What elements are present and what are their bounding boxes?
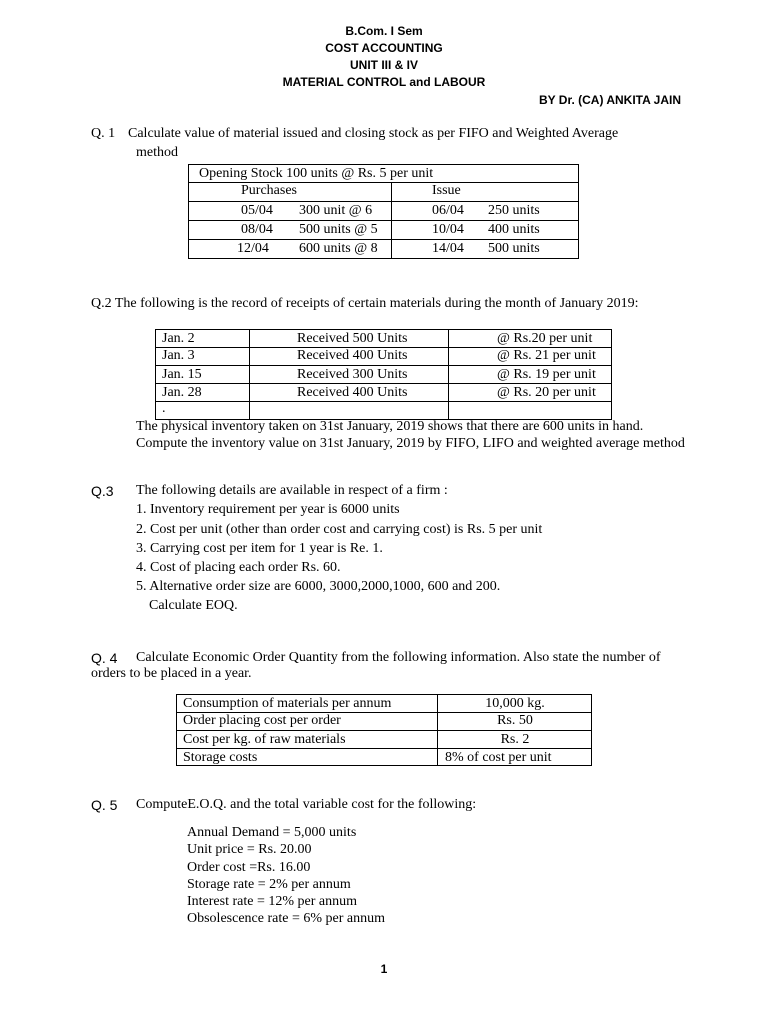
q5-number: Q. 5 xyxy=(91,797,118,813)
q1-row-p-qty: 600 units @ 8 xyxy=(299,241,378,256)
q1-row-i-qty: 500 units xyxy=(488,241,540,256)
q1-row-i-date: 14/04 xyxy=(432,241,464,256)
q2-row-rate: @ Rs.20 per unit xyxy=(497,331,593,346)
q4-row-value: 8% of cost per unit xyxy=(445,750,552,765)
q1-row-i-qty: 400 units xyxy=(488,222,540,237)
q1-text-line1: Calculate value of material issued and closing stock as per FIFO and Weighted Average xyxy=(128,126,619,141)
q4-table xyxy=(176,694,592,766)
q1-row-p-date: 12/04 xyxy=(237,241,269,256)
q2-row-received: Received 400 Units xyxy=(297,385,408,400)
q1-row-p-qty: 500 units @ 5 xyxy=(299,222,378,237)
q1-row-p-date: 08/04 xyxy=(241,222,273,237)
q2-row-received: Received 500 Units xyxy=(297,331,408,346)
q1-table-col-divider xyxy=(391,182,392,258)
q2-row-rate: @ Rs. 20 per unit xyxy=(497,385,596,400)
q4-text-line2: orders to be placed in a year. xyxy=(91,666,252,681)
q5-item: Unit price = Rs. 20.00 xyxy=(187,842,312,857)
q4-row-label: Order placing cost per order xyxy=(183,713,341,728)
page-number: 1 xyxy=(380,962,388,976)
q2-row-date: Jan. 28 xyxy=(162,385,202,400)
q5-text: ComputeE.O.Q. and the total variable cost for the following: xyxy=(136,797,477,812)
q1-number: Q. 1 xyxy=(91,126,116,141)
q5-item: Interest rate = 12% per annum xyxy=(187,894,357,909)
q2-table-col-divider xyxy=(249,330,250,419)
course-title: B.Com. I Sem xyxy=(345,24,423,38)
q1-purchases-header: Purchases xyxy=(241,183,297,198)
q1-issue-header: Issue xyxy=(432,183,461,198)
author-line: BY Dr. (CA) ANKITA JAIN xyxy=(539,93,682,107)
q3-item: 3. Carrying cost per item for 1 year is Re. 1. xyxy=(136,541,383,556)
q1-row-p-qty: 300 unit @ 6 xyxy=(299,203,373,218)
q2-table-col-divider xyxy=(448,330,449,419)
q2-row-received: Received 400 Units xyxy=(297,348,408,363)
q4-text-line1: Calculate Economic Order Quantity from the following information. Also state the number of xyxy=(136,650,661,665)
q2-row-received: Received 300 Units xyxy=(297,367,408,382)
q1-row-i-qty: 250 units xyxy=(488,203,540,218)
q2-intro: Q.2 The following is the record of receipts of certain materials during the month of January 2019: xyxy=(91,296,639,311)
q1-row-i-date: 06/04 xyxy=(432,203,464,218)
q4-number: Q. 4 xyxy=(91,650,118,666)
q2-row-rate: @ Rs. 19 per unit xyxy=(497,367,596,382)
q3-closing: Calculate EOQ. xyxy=(149,598,238,613)
q3-item: 5. Alternative order size are 6000, 3000,2000,1000, 600 and 200. xyxy=(136,579,501,594)
q5-item: Storage rate = 2% per annum xyxy=(187,877,351,892)
q2-row-date: Jan. 3 xyxy=(162,348,195,363)
q3-item: 4. Cost of placing each order Rs. 60. xyxy=(136,560,341,575)
q2-row-rate: @ Rs. 21 per unit xyxy=(497,348,596,363)
topic-title: MATERIAL CONTROL and LABOUR xyxy=(282,75,486,89)
q4-row-value: Rs. 2 xyxy=(500,732,530,747)
q4-row-label: Cost per kg. of raw materials xyxy=(183,732,346,747)
q4-row-label: Consumption of materials per annum xyxy=(183,696,392,711)
q2-line1: The physical inventory taken on 31st January, 2019 shows that there are 600 units in hand. xyxy=(136,419,644,434)
q5-item: Order cost =Rs. 16.00 xyxy=(187,860,311,875)
q2-row-date: Jan. 15 xyxy=(162,367,202,382)
subject-title: COST ACCOUNTING xyxy=(325,41,443,55)
q1-text-line2: method xyxy=(136,145,178,160)
q2-table xyxy=(155,329,612,420)
q1-row-p-date: 05/04 xyxy=(241,203,273,218)
q4-row-value: 10,000 kg. xyxy=(485,696,545,711)
q5-item: Obsolescence rate = 6% per annum xyxy=(187,911,385,926)
q1-row-i-date: 10/04 xyxy=(432,222,464,237)
q4-row-value: Rs. 50 xyxy=(497,713,533,728)
q1-table xyxy=(188,164,579,259)
q2-row-dot: . xyxy=(162,401,166,416)
q3-intro: The following details are available in respect of a firm : xyxy=(136,483,448,498)
units-title: UNIT III & IV xyxy=(349,58,418,72)
q3-number: Q.3 xyxy=(91,483,114,499)
q3-item: 2. Cost per unit (other than order cost and carrying cost) is Rs. 5 per unit xyxy=(136,522,543,537)
q2-line2: Compute the inventory value on 31st January, 2019 by FIFO, LIFO and weighted average method xyxy=(136,436,685,451)
q1-opening-stock: Opening Stock 100 units @ Rs. 5 per unit xyxy=(199,166,434,181)
q2-row-date: Jan. 2 xyxy=(162,331,195,346)
q5-item: Annual Demand = 5,000 units xyxy=(187,825,357,840)
q4-row-label: Storage costs xyxy=(183,750,258,765)
q3-item: 1. Inventory requirement per year is 6000 units xyxy=(136,502,400,517)
